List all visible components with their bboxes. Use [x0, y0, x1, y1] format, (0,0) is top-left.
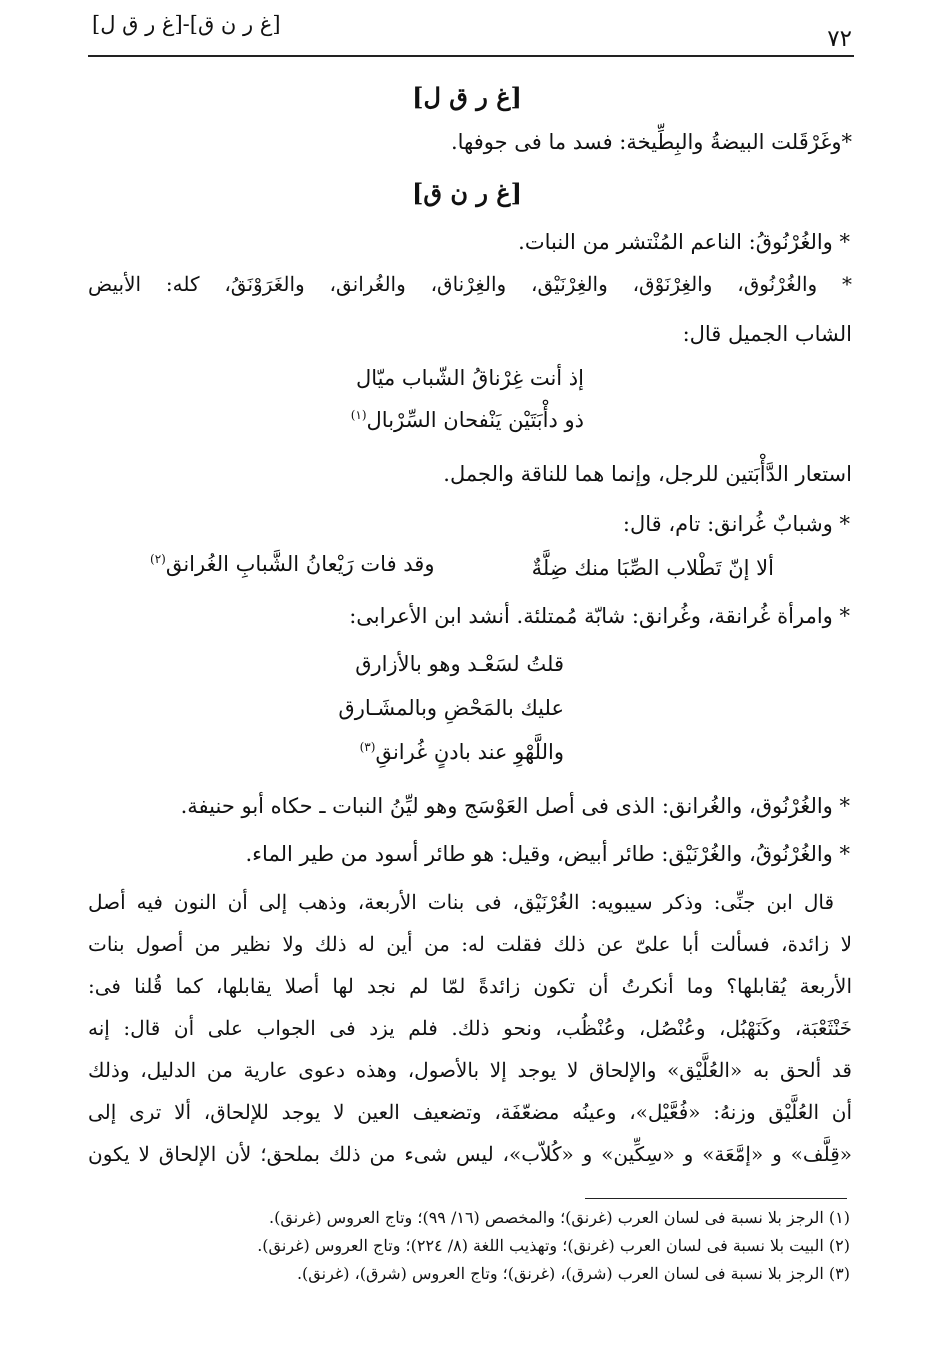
section-heading: [غ ر ن ق] [412, 178, 522, 207]
verse-text: ذو دأْبَتَيْن يَنْفحان السِّرْبال [366, 408, 584, 432]
verse-hemistich-2 [150, 552, 435, 576]
paragraph-line: «قِلَّف» و «إمَّعَة» و «سِكِّين» و «كُلاّب»، ليس شىء من ذلك بملحق؛ لأن الإلحاق لا يكون [88, 1142, 852, 1166]
footnote-marker: (٣) [359, 740, 376, 754]
entry-line: * والغُرْنُوق، والغِرْنَوْق، والغِرْنَيْق، والغِرْناق، والغُرانق، والغَرَوْنَقُ، كله: الأبيض [88, 272, 852, 296]
entry-line: الشاب الجميل قال: [682, 322, 852, 346]
running-title: [غ ر ق ل]-[غ ر ن ق] [92, 12, 281, 36]
paragraph-line: أن العُلَّيْق وزنهُ: «فُعَّيْل»، وعينُه مضعّفَة، وتضعيف العين لا يوجد للإلحاق، ألا ترى إلى [88, 1100, 852, 1124]
footnote-marker: (١) [350, 408, 367, 422]
entry-line: * والغُرْنُوقُ: الناعم المُنْتشر من النبات. [518, 230, 850, 254]
page-number: ٧٢ [827, 26, 852, 52]
footnote: (١) الرجز بلا نسبة فى لسان العرب (غرنق)؛ والمخصص (١٦/ ٩٩)؛ وتاج العروس (غرنق). [269, 1208, 850, 1227]
paragraph-line: قد ألحق به «العُلَّيْق» والإلحاق لا يوجد إلا بالأصول، وهذه دعوى عارية من الدليل، وذلك [88, 1058, 852, 1082]
verse-line: إذ أنت غِرْناقُ الشّباب ميّال [355, 366, 584, 390]
footnote-rule [585, 1198, 847, 1199]
section-heading: [غ ر ق ل] [412, 82, 522, 111]
entry-line: * وامرأة غُرانقة، وغُرانق: شابّة مُمتلئة. أنشد ابن الأعرابى: [349, 604, 850, 628]
verse-text: وقد فات رَيْعانُ الشَّبابِ الغُرانق [165, 552, 435, 576]
entry-line: *وغَرْقَلت البيضةُ والبِطِّيخة: فسد ما فى جوفها. [450, 130, 852, 154]
paragraph-line: الأربعة يُقابلها؟ وما أنكرتُ أن تكون زائدةً لمّا لم نجد لها أصلا يقابلها، كما قُلنا فى: [88, 974, 852, 998]
verse-hemistich-1: ألا إنّ تَطْلاب الصِّبَا منك ضِلَّةٌ [531, 556, 774, 580]
verse-text: واللَّهْوِ عند بادنٍ غُرانقِ [375, 740, 564, 764]
paragraph-line: قال ابن جنِّى: وذكر سيبويه: الغُرْنَيْق، فى بنات الأربعة، وذهب إلى أن النون فيه أصل [88, 890, 834, 914]
footnote: (٣) الرجز بلا نسبة فى لسان العرب (شرق)، (غرنق)؛ وتاج العروس (شرق)، (غرنق). [296, 1264, 850, 1283]
entry-line: * وشبابٌ غُرانق: تام، قال: [622, 512, 850, 536]
verse-line-with-marker [351, 408, 584, 432]
verse-line-with-marker [360, 740, 564, 764]
entry-line: * والغُرْنُوق، والغُرانق: الذى فى أصل العَوْسَج وهو ليِّنُ النبات ـ حكاه أبو حنيفة. [180, 794, 850, 818]
footnote-marker: (٢) [150, 552, 166, 566]
footnote: (٢) البيت بلا نسبة فى لسان العرب (غرنق)؛ وتهذيب اللغة (٨/ ٢٢٤)؛ وتاج العروس (غرنق). [257, 1236, 850, 1255]
verse-line: قلتُ لسَعْـد وهو بالأزارق [355, 652, 564, 676]
entry-line: استعار الدَّأْبَتين للرجل، وإنما هما للناقة والجمل. [443, 462, 852, 486]
entry-line: * والغُرْنُوقُ، والغُرْنَيْق: طائر أبيض، وقيل: هو طائر أسود من طير الماء. [245, 842, 850, 866]
verse-line: عليك بالمَحْضِ وبالمشَـارق [338, 696, 564, 720]
paragraph-line: خَنْثَعْبَة، وكَنَهْبُل، وعُنْصُل، وعُنْظُب، ونحو ذلك. فلم يزد فى الجواب على أن قال: إنه [88, 1016, 852, 1040]
header-rule [88, 55, 854, 57]
paragraph-line: لا زائدة، فسألت أبا علىّ عن ذلك فقلت له: من أين له ذلك ولا نظير من أصول بنات [88, 932, 852, 956]
